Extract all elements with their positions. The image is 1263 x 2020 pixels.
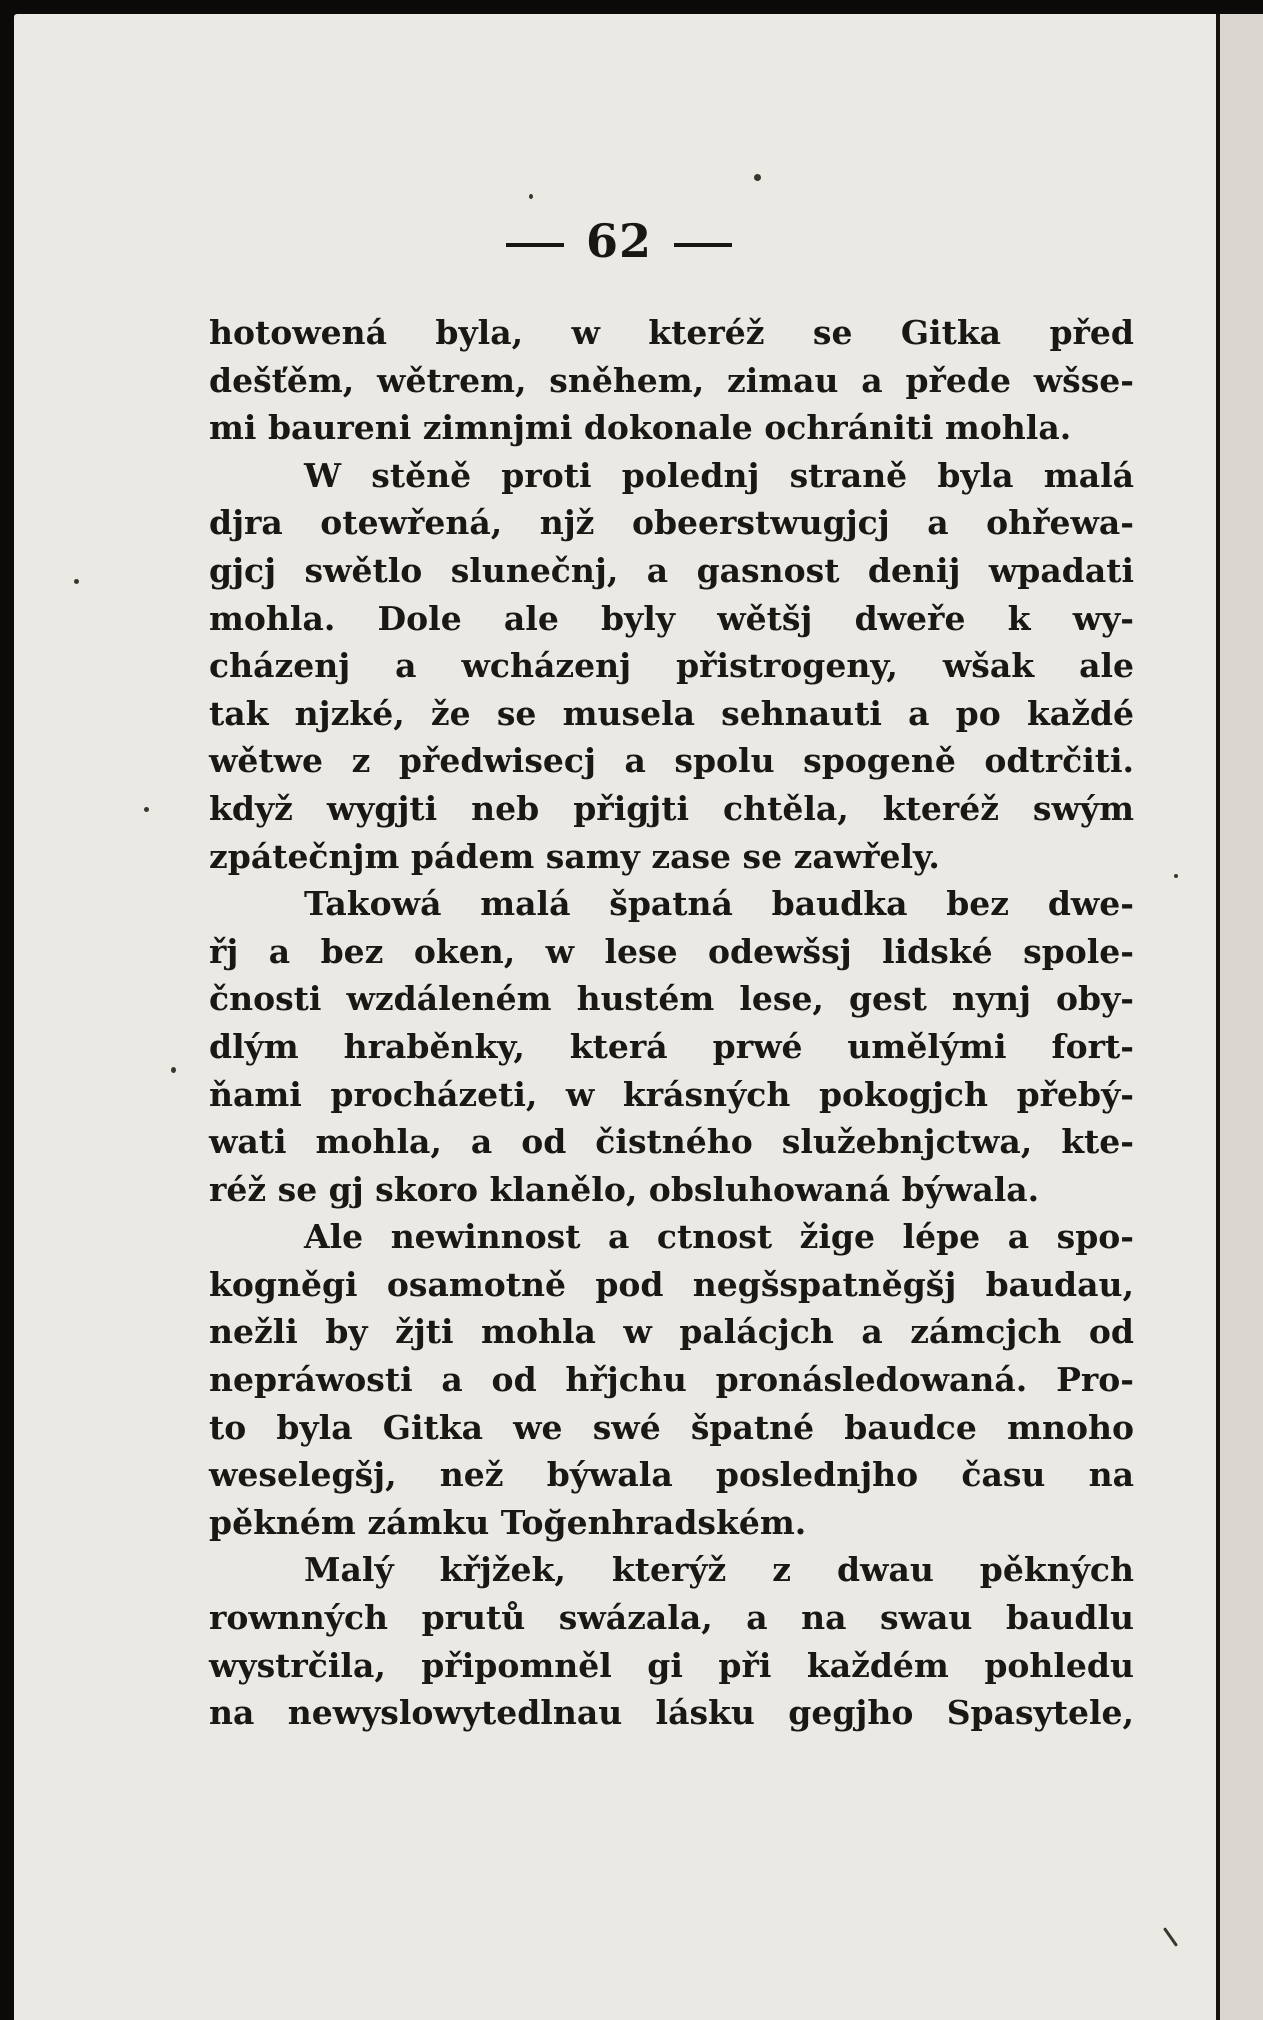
header-dash-right: [674, 243, 732, 247]
text-line: nežli by žjti mohla w palácjch a zámcjch od: [209, 1312, 1134, 1352]
page-edge-strip: [1220, 14, 1263, 2020]
text-line: kogněgi osamotně pod negšspatněgšj baudau,: [209, 1264, 1134, 1304]
text-line: wystrčila, připomněl gi při každém pohledu: [209, 1645, 1134, 1685]
header-dash-left: [506, 243, 564, 247]
text-line: mohla. Dole ale byly wětšj dweře k wy-: [209, 598, 1134, 638]
text-line: řj a bez oken, w lese odewšsj lidské spole-: [209, 931, 1134, 971]
text-line: mi baureni zimnjmi dokonale ochrániti mohla.: [209, 408, 1072, 448]
text-line: když wygjti neb přigjti chtěla, kteréž swým: [209, 788, 1134, 828]
page-number-text: 62: [585, 214, 652, 268]
text-line: tak njzké, že se musela sehnauti a po každé: [209, 693, 1134, 733]
text-line: djra otewřená, njž obeerstwugjcj a ohřewa-: [209, 503, 1134, 543]
text-line: wětwe z předwisecj a spolu spogeně odtrčiti.: [209, 741, 1134, 781]
paper-speck: [754, 174, 761, 181]
paper-speck: [74, 579, 79, 584]
text-line: Ale newinnost a ctnost žige lépe a spo-: [304, 1217, 1134, 1257]
text-line: zpátečnjm pádem samy zase se zawřely.: [209, 836, 940, 876]
text-line: to byla Gitka we swé špatné baudce mnoho: [209, 1407, 1134, 1447]
text-line: Malý křjžek, kterýž z dwau pěkných: [304, 1550, 1134, 1590]
paper-speck: [1163, 1927, 1178, 1947]
paper-speck: [1174, 874, 1178, 878]
body-text: [209, 309, 1134, 1737]
paper-speck: [171, 1067, 176, 1073]
text-line: rownných prutů swázala, a na swau baudlu: [209, 1598, 1134, 1638]
text-line: čnosti wzdáleném hustém lese, gest nynj oby-: [209, 979, 1134, 1019]
text-line: nepráwosti a od hřjchu pronásledowaná. Pro-: [209, 1360, 1134, 1400]
text-line: hotowená byla, w kteréž se Gitka před: [209, 313, 1134, 352]
text-line: W stěně proti polednj straně byla malá: [304, 455, 1134, 495]
text-line: cházenj a wcházenj přistrogeny, wšak ale: [209, 646, 1134, 686]
text-line: réž se gj skoro klanělo, obsluhowaná býwala.: [209, 1169, 1040, 1209]
text-line: wati mohla, a od čistného služebnjctwa, kte-: [209, 1122, 1134, 1162]
book-page: [14, 14, 1224, 2020]
text-line: na newyslowytedlnau lásku gegjho Spasytele,: [209, 1693, 1134, 1733]
page-number: [14, 214, 1224, 268]
text-line: ňami procházeti, w krásných pokogjch přebý-: [209, 1074, 1134, 1114]
text-line: dešťěm, wětrem, sněhem, zimau a přede wšse-: [209, 360, 1134, 400]
paper-speck: [144, 807, 149, 812]
text-line: weselegšj, než býwala poslednjho času na: [209, 1455, 1134, 1495]
text-line: pěkném zámku Toğenhradském.: [209, 1502, 807, 1542]
paper-speck: [529, 194, 533, 199]
text-line: dlým hraběnky, která prwé umělými fort-: [209, 1026, 1134, 1066]
text-line: Takowá malá špatná baudka bez dwe-: [304, 884, 1134, 924]
text-line: gjcj swětlo slunečnj, a gasnost denij wpadati: [209, 550, 1134, 590]
